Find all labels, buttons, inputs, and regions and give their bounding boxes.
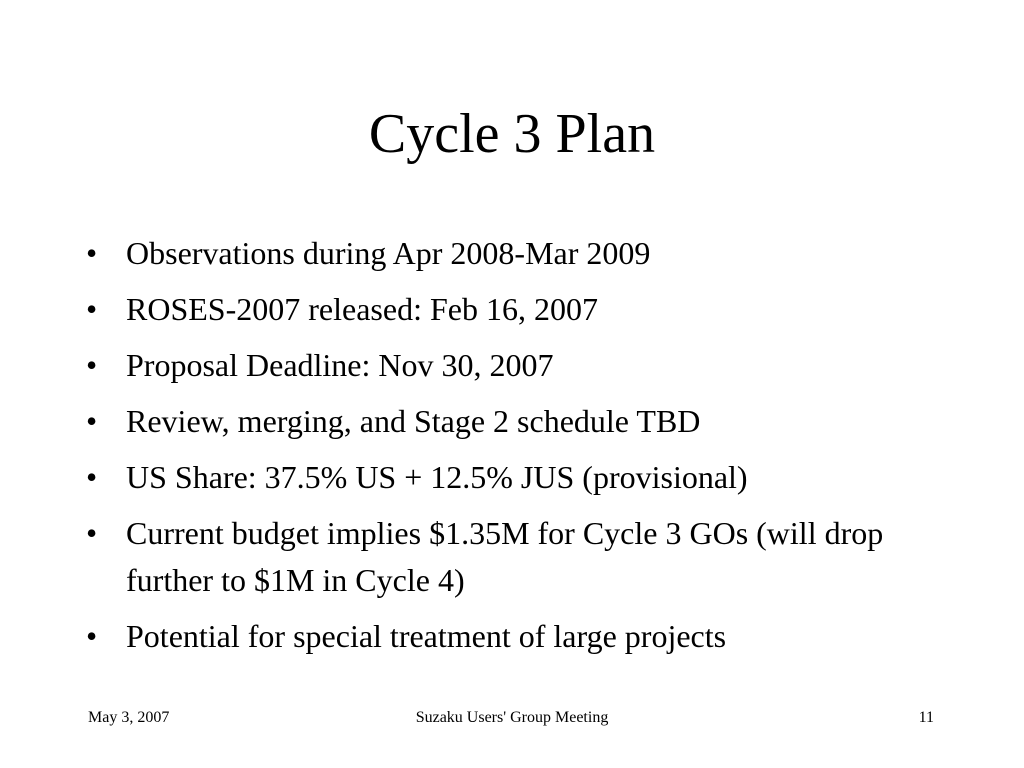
bullet-list bbox=[86, 230, 946, 669]
bullet-item bbox=[86, 454, 946, 501]
bullet-icon: • bbox=[86, 403, 98, 439]
bullet-icon: • bbox=[86, 235, 98, 271]
bullet-text: Current budget implies $1.35M for Cycle 3 GOs (will drop further to $1M in Cycle 4) bbox=[126, 515, 884, 598]
bullet-text: ROSES-2007 released: Feb 16, 2007 bbox=[126, 291, 598, 327]
bullet-text: Review, merging, and Stage 2 schedule TBD bbox=[126, 403, 701, 439]
bullet-text: Potential for special treatment of large projects bbox=[126, 618, 727, 654]
bullet-text: Observations during Apr 2008-Mar 2009 bbox=[126, 235, 651, 271]
bullet-text: Proposal Deadline: Nov 30, 2007 bbox=[126, 347, 554, 383]
bullet-item bbox=[86, 613, 946, 660]
bullet-icon: • bbox=[86, 459, 98, 495]
slide-title: Cycle 3 Plan bbox=[368, 103, 656, 165]
bullet-icon: • bbox=[86, 515, 98, 551]
footer-page-number: 11 bbox=[918, 709, 934, 726]
bullet-item bbox=[86, 398, 946, 445]
bullet-item bbox=[86, 286, 946, 333]
bullet-item bbox=[86, 230, 946, 277]
bullet-icon: • bbox=[86, 291, 98, 327]
footer-date: May 3, 2007 bbox=[88, 709, 170, 726]
bullet-icon: • bbox=[86, 618, 98, 654]
bullet-icon: • bbox=[86, 347, 98, 383]
bullet-text: US Share: 37.5% US + 12.5% JUS (provisional) bbox=[126, 459, 748, 495]
bullet-item bbox=[86, 342, 946, 389]
bullet-item bbox=[86, 510, 946, 604]
footer-event: Suzaku Users' Group Meeting bbox=[415, 709, 609, 726]
